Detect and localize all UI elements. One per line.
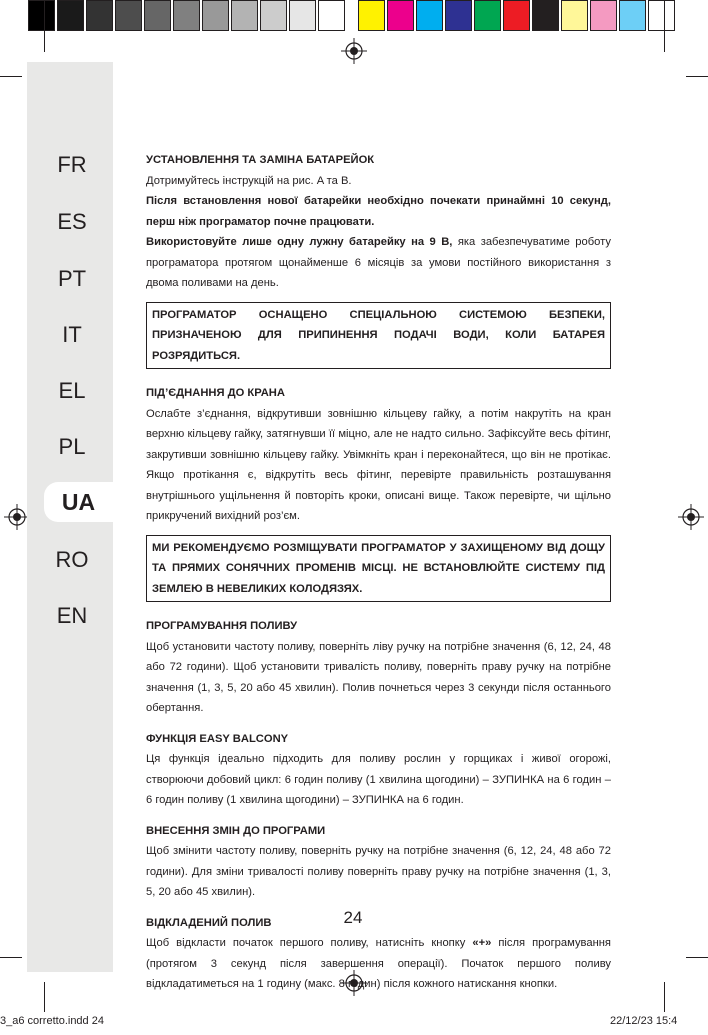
color-swatch [590, 0, 617, 31]
crop-mark-top-right-v [664, 0, 665, 52]
registration-mark-top-icon [341, 38, 367, 64]
crop-mark-bottom-right-h [686, 957, 708, 958]
lang-tab-pt[interactable]: PT [57, 266, 87, 291]
color-swatch [561, 0, 588, 31]
lang-tab-en[interactable]: EN [56, 603, 88, 628]
program-changes-text: Щоб змінити частоту поливу, поверніть ручку на потрібне значення (6, 12, 24, 48 або 72 години). Для зміни тривалості поливу поверніть праву ручку на потрібне значення (1, 3, 5, 20 або 45 хвилин). [146, 845, 611, 898]
gray-swatch [173, 0, 200, 31]
gray-swatch [202, 0, 229, 31]
gray-swatch [260, 0, 287, 31]
color-swatch [532, 0, 559, 31]
battery-duration-text: яка забезпечуватиме роботу програматора протягом щонайменше 6 місяців за умови постійного використання з двома поливами на день. [146, 236, 611, 289]
battery-paragraph [146, 232, 611, 294]
delayed-watering-heading: ВІДКЛАДЕНИЙ ПОЛИВ [146, 916, 272, 929]
battery-heading: УСТАНОВЛЕННЯ ТА ЗАМІНА БАТАРЕЙОК [146, 154, 375, 166]
cmyk-color-bar [358, 0, 677, 32]
crop-mark-top-right-h [686, 76, 708, 77]
delayed-watering-text [146, 933, 611, 995]
gray-color-bar [28, 0, 347, 32]
easy-balcony-heading: ФУНКЦІЯ EASY BALCONY [146, 732, 289, 745]
lang-tab-fr[interactable]: FR [57, 152, 87, 177]
slug-file-name: 3_a6 corretto.indd 24 [0, 1015, 104, 1027]
gray-swatch [86, 0, 113, 31]
delayed-text-a: Щоб відкласти початок першого поливу, натисніть кнопку [146, 937, 473, 949]
color-swatch [358, 0, 385, 31]
delayed-text-b: після програмування (протягом 3 секунд після завершення операції). Початок першого поливу відкладатиметься на 1 годину (макс. 8 годин) після кожного натискання кнопки. [146, 937, 611, 990]
crop-mark-bottom-right-v [664, 982, 665, 1012]
color-swatch [648, 0, 675, 31]
safety-system-notice: ПРОГРАМАТОР ОСНАЩЕНО СПЕЦІАЛЬНОЮ СИСТЕМОЮ БЕЗПЕКИ, ПРИЗНАЧЕНОЮ ДЛЯ ПРИПИНЕННЯ ПОДАЧІ ВОДИ, КОЛИ БАТАРЕЯ РОЗРЯДИТЬСЯ. [146, 302, 611, 370]
lang-tab-es[interactable]: ES [57, 209, 87, 234]
lang-tab-el[interactable]: EL [58, 378, 86, 403]
lang-tab-it[interactable]: IT [62, 322, 82, 347]
crop-mark-bottom-left-v [44, 982, 45, 1012]
registration-mark-right-icon [678, 504, 704, 530]
page-number: 24 [343, 908, 363, 927]
lang-tab-ua-active[interactable]: UA [44, 482, 113, 522]
gray-swatch [115, 0, 142, 31]
lang-tab-pl[interactable]: PL [58, 434, 86, 459]
crop-mark-top-left-h [0, 76, 22, 77]
color-swatch [445, 0, 472, 31]
placement-recommendation-notice: МИ РЕКОМЕНДУЄМО РОЗМІЩУВАТИ ПРОГРАМАТОР У ЗАХИЩЕНОМУ ВІД ДОЩУ ТА ПРЯМИХ СОНЯЧНИХ ПРОМЕНІВ МІСЦІ. НЕ ВСТАНОВЛЮЙТЕ СИСТЕМУ ПІД ЗЕМЛЕЮ В НЕВЕЛИКИХ КОЛОДЯЗЯХ. [146, 535, 611, 603]
gray-swatch [289, 0, 316, 31]
tap-connection-text: Ослабте з’єднання, відкрутивши зовнішню кільцеву гайку, а потім накрутіть на кран верхню кільцеву гайку, затягнувши її міцно, але не надто сильно. Зафіксуйте весь фітинг, закрутивши зовнішню кільцеву гайку. Увімкніть кран і переконайтеся, що він не протікає. Якщо протікання є, відкрутіть весь фітинг, перевірте правильність розташування внутрішнього ущільнення й повторіть кроки, описані вище. Також перевірте, чи щільно прикручений вихідний роз’єм. [146, 407, 611, 522]
color-swatch [503, 0, 530, 31]
plus-button-label: «+» [472, 937, 492, 949]
color-swatch [416, 0, 443, 31]
crop-mark-bottom-left-h [0, 957, 22, 958]
easy-balcony-text: Ця функція ідеально підходить для поливу рослин у горщиках і живої огорожі, створюючи добовий цикл: 6 годин поливу (1 хвилина щогодини) – ЗУПИНКА на 6 годин – 6 годин поливу (1 хвилина щогодини) – ЗУПИНКА на 6 годин. [146, 753, 611, 806]
gray-swatch [318, 0, 345, 31]
crop-mark-top-left-v [44, 0, 45, 52]
battery-wait-note: Після встановлення нової батарейки необхідно почекати принаймні 10 секунд, перш ніж програматор почне працювати. [146, 195, 611, 228]
program-changes-heading: ВНЕСЕННЯ ЗМІН ДО ПРОГРАМИ [146, 824, 326, 837]
battery-type-note: Використовуйте лише одну лужну батарейку на 9 В, [146, 236, 453, 248]
color-swatch [387, 0, 414, 31]
gray-swatch [28, 0, 55, 31]
tap-connection-heading: ПІД’ЄДНАННЯ ДО КРАНА [146, 387, 285, 399]
gray-swatch [231, 0, 258, 31]
gray-swatch [144, 0, 171, 31]
document-body [146, 150, 611, 995]
gray-swatch [57, 0, 84, 31]
lang-tab-ro[interactable]: RO [55, 547, 89, 572]
slug-date-time: 22/12/23 15:4 [610, 1015, 678, 1027]
programming-text: Щоб установити частоту поливу, поверніть ліву ручку на потрібне значення (6, 12, 24, 48 або 72 години). Щоб установити тривалість поливу, поверніть праву ручку на потрібне значення (1, 3, 5, 20 або 45 хвилин). Полив почнеться через 3 секунди після останнього обертання. [146, 640, 611, 714]
color-swatch [619, 0, 646, 31]
programming-heading: ПРОГРАМУВАННЯ ПОЛИВУ [146, 620, 298, 632]
battery-line: Дотримуйтесь інструкцій на рис. A та B. [146, 174, 352, 187]
color-swatch [474, 0, 501, 31]
